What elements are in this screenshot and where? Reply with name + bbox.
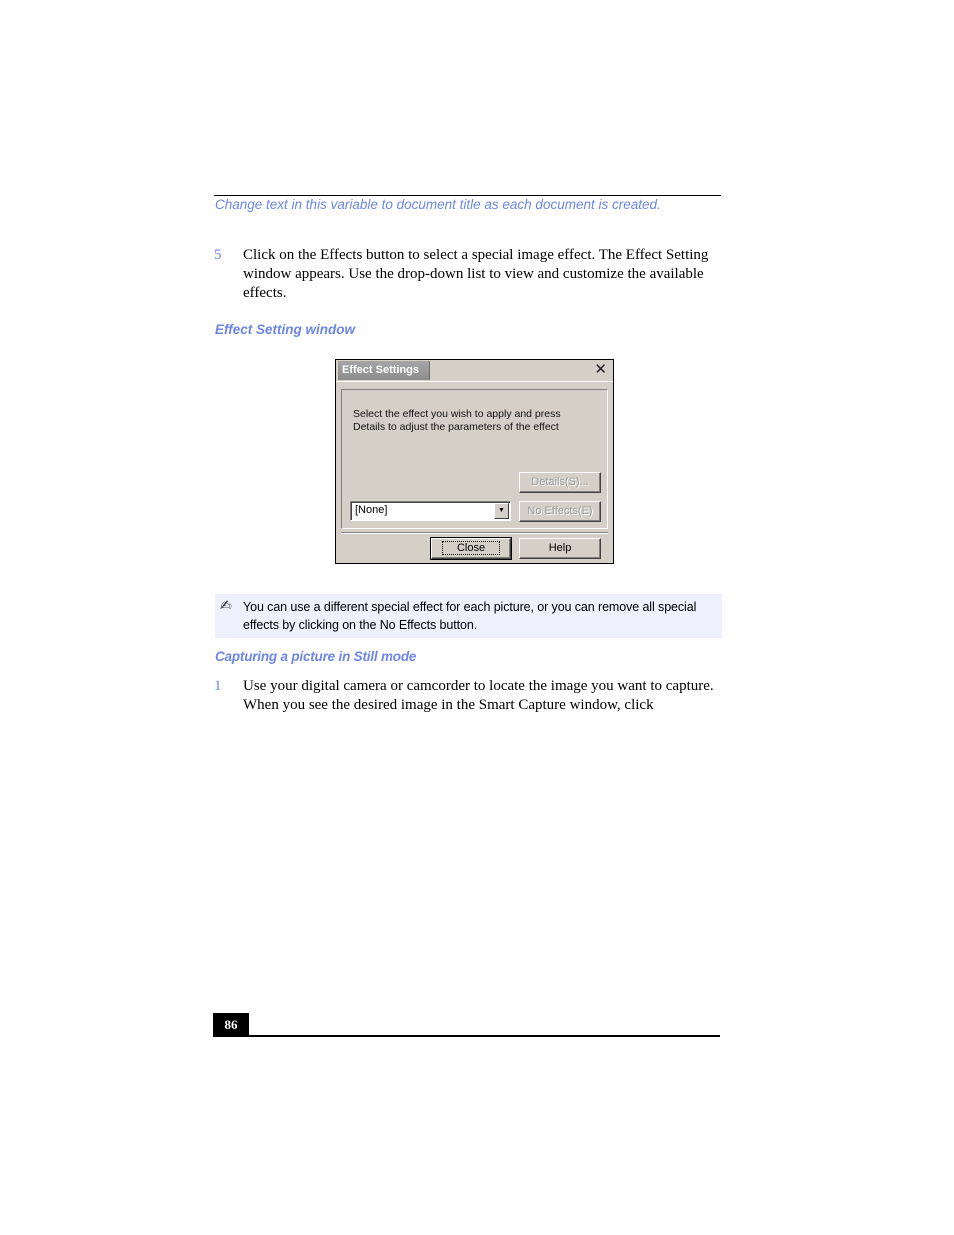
figure-caption: Effect Setting window: [215, 322, 356, 337]
effect-dropdown-value: [None]: [355, 504, 388, 516]
instruction-line-2: Details to adjust the parameters of the effect: [353, 421, 559, 433]
effect-dropdown[interactable]: [350, 501, 511, 521]
step-text: Use your digital camera or camcorder to locate the image you want to capture. When you see the desired image in the Smart Capture window, click: [243, 678, 714, 713]
document-title: Change text in this variable to document title as each document is created.: [215, 197, 661, 212]
no-effects-button[interactable]: No Effects(E): [519, 501, 601, 522]
close-icon[interactable]: ✕: [594, 361, 607, 378]
page-number: 86: [213, 1013, 249, 1036]
section-heading: Capturing a picture in Still mode: [215, 649, 417, 664]
pencil-note-icon: ✍: [220, 597, 232, 613]
step-number: 1: [214, 678, 222, 694]
dialog-titlebar[interactable]: [336, 360, 613, 382]
step-text: Click on the Effects button to select a special image effect. The Effect Setting window appears. Use the drop-down list to view and customize the available effects.: [243, 247, 709, 301]
help-button[interactable]: Help: [519, 538, 601, 559]
note-box: [215, 594, 722, 638]
close-button-label: Close: [442, 541, 500, 555]
details-button[interactable]: Details(S)...: [519, 472, 601, 493]
dialog-title: Effect Settings: [338, 361, 430, 380]
header-rule: [214, 195, 721, 196]
dialog-instructions: [353, 408, 561, 434]
effect-settings-dialog: [335, 359, 614, 564]
footer-rule: [213, 1035, 720, 1037]
step-number: 5: [214, 247, 222, 263]
close-button[interactable]: [431, 538, 511, 559]
dialog-separator: [341, 532, 608, 534]
step-1: [214, 677, 721, 715]
instruction-line-1: Select the effect you wish to apply and press: [353, 408, 561, 420]
chevron-down-icon[interactable]: ▼: [494, 503, 509, 519]
step-5: [214, 246, 721, 303]
note-text: You can use a different special effect for each picture, or you can remove all special effects by clicking on the No Effects button.: [243, 600, 697, 632]
